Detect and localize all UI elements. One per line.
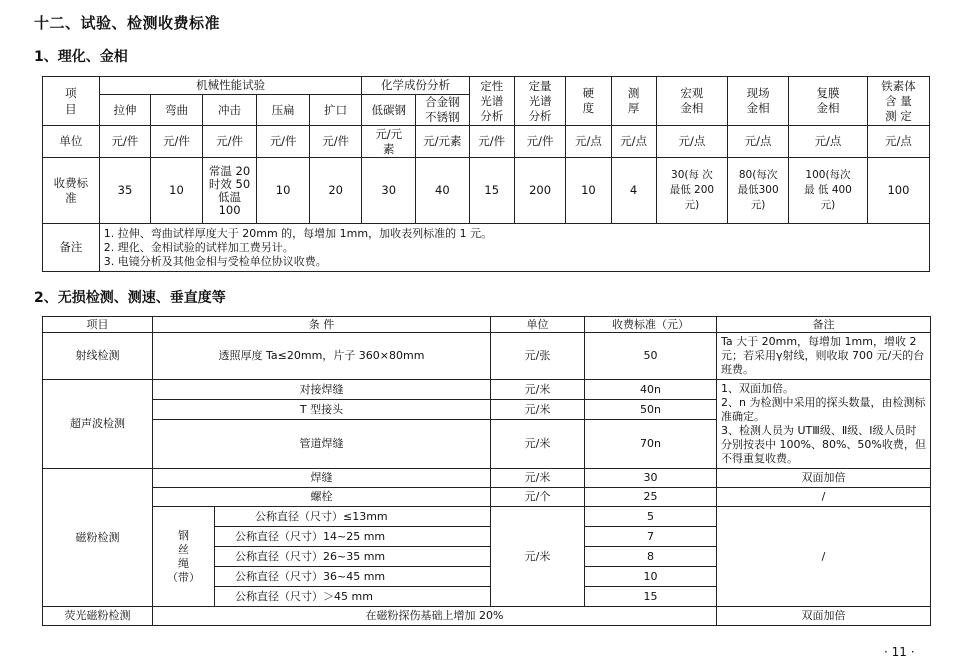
rope-fee: 15 [585, 587, 717, 607]
col-bend: 弯曲 [151, 95, 202, 126]
ultra-condition: 管道焊缝 [153, 420, 491, 469]
ultra-unit: 元/米 [491, 400, 585, 420]
col-impact: 冲击 [202, 95, 257, 126]
fluor-condition: 在磁粉探伤基础上增加 20% [153, 607, 717, 626]
fee-cell: 30 [362, 158, 416, 224]
section2-heading: 2、无损检测、测速、垂直度等 [34, 290, 226, 306]
mag-item: 磁粉检测 [43, 469, 153, 607]
unit-cell: 元/件 [99, 126, 150, 158]
remark-line: 2. 理化、金相试验的试样加工费另计。 [103, 240, 294, 254]
fee-cell: 10 [566, 158, 611, 224]
fee-cell: 40 [416, 158, 470, 224]
ray-remark: Ta 大于 20mm，每增加 1mm，增收 2 元；若采用γ射线，则收取 700 元/天的台班费。 [717, 333, 931, 380]
mag-weld-unit: 元/米 [491, 469, 585, 488]
header-fee: 收费标准（元） [585, 317, 717, 333]
fee-cell: 200 [514, 158, 565, 224]
fee-cell: 10 [257, 158, 310, 224]
mag-bolt-remark: / [717, 488, 931, 507]
section1-heading: 1、理化、金相 [34, 49, 128, 65]
fee-cell: 30(每 次 最低 200 元) [656, 158, 727, 224]
ultra-condition: 对接焊缝 [153, 380, 491, 400]
ultra-fee: 70n [585, 420, 717, 469]
group-chem: 化学成份分析 [362, 77, 469, 95]
page-number: · 11 · [884, 645, 915, 659]
fee-cell: 常温 20 时效 50 低温 100 [202, 158, 257, 224]
remark-label: 备注 [43, 224, 100, 272]
rope-condition: 公称直径（尺寸）36~45 mm [215, 567, 491, 587]
col-hardness: 硬 度 [566, 77, 611, 126]
header-remark: 备注 [717, 317, 931, 333]
ray-unit: 元/张 [491, 333, 585, 380]
col-quant-spec: 定量 光谱 分析 [514, 77, 565, 126]
mag-bolt-fee: 25 [585, 488, 717, 507]
fee-label: 收费标 准 [43, 158, 100, 224]
rope-condition: 公称直径（尺寸）14~25 mm [215, 527, 491, 547]
fee-cell: 10 [151, 158, 202, 224]
unit-cell: 元/点 [656, 126, 727, 158]
ultra-condition: T 型接头 [153, 400, 491, 420]
fee-cell: 35 [99, 158, 150, 224]
ultra-unit: 元/米 [491, 380, 585, 400]
rope-fee: 10 [585, 567, 717, 587]
col-flatten: 压扁 [257, 95, 310, 126]
fee-cell: 15 [469, 158, 514, 224]
rope-condition: 公称直径（尺寸）≤13mm [215, 507, 491, 527]
col-ferrite: 铁素体 含 量 测 定 [867, 77, 929, 126]
unit-cell: 元/点 [789, 126, 868, 158]
remark-line: 3. 电镜分析及其他金相与受检单位协议收费。 [103, 254, 327, 268]
unit-cell: 元/件 [514, 126, 565, 158]
unit-cell: 元/元素 [416, 126, 470, 158]
col-macro: 宏观 金相 [656, 77, 727, 126]
unit-cell: 元/件 [202, 126, 257, 158]
ultra-fee: 40n [585, 380, 717, 400]
ultra-unit: 元/米 [491, 420, 585, 469]
col-flare: 扩口 [309, 95, 362, 126]
page-title: 十二、试验、检测收费标准 [34, 14, 221, 32]
mag-bolt-condition: 螺栓 [153, 488, 491, 507]
fee-cell: 4 [611, 158, 656, 224]
fee-cell: 100 [867, 158, 929, 224]
unit-cell: 元/件 [309, 126, 362, 158]
remark-line: 1. 拉伸、弯曲试样厚度大于 20mm 的，每增加 1mm，加收表列标准的 1 元。 [103, 226, 493, 240]
fluor-remark: 双面加倍 [717, 607, 931, 626]
col-qual-spec: 定性 光谱 分析 [469, 77, 514, 126]
rope-condition: 公称直径（尺寸）26~35 mm [215, 547, 491, 567]
col-tensile: 拉伸 [99, 95, 150, 126]
col-item: 项 目 [43, 77, 100, 126]
rope-condition: 公称直径（尺寸）＞45 mm [215, 587, 491, 607]
mag-weld-remark: 双面加倍 [717, 469, 931, 488]
col-replica: 复膜 金相 [789, 77, 868, 126]
ndt-fee-table [42, 316, 931, 626]
rope-fee: 7 [585, 527, 717, 547]
ultra-fee: 50n [585, 400, 717, 420]
unit-cell: 元/点 [566, 126, 611, 158]
unit-cell: 元/点 [611, 126, 656, 158]
unit-cell: 元/件 [469, 126, 514, 158]
ultra-remark: 1、双面加倍。 2、n 为检测中采用的探头数量，由检测标准确定。 3、检测人员为 UTⅢ级、Ⅱ级、Ⅰ级人员时分别按表中 100%、80%、50%收费，但不得重复收费。 [717, 380, 931, 469]
mag-weld-fee: 30 [585, 469, 717, 488]
ray-fee: 50 [585, 333, 717, 380]
rope-remark: / [717, 507, 931, 607]
col-field: 现场 金相 [728, 77, 789, 126]
unit-cell: 元/件 [151, 126, 202, 158]
physchem-fee-table [42, 76, 930, 272]
remark-cell [99, 224, 929, 272]
unit-cell: 元/点 [867, 126, 929, 158]
rope-fee: 8 [585, 547, 717, 567]
col-low-carbon: 低碳钢 [362, 95, 416, 126]
col-alloy: 合金钢 不锈钢 [416, 95, 470, 126]
group-mech: 机械性能试验 [99, 77, 362, 95]
header-unit: 单位 [491, 317, 585, 333]
header-condition: 条 件 [153, 317, 491, 333]
rope-fee: 5 [585, 507, 717, 527]
ray-condition: 透照厚度 Ta≤20mm，片子 360×80mm [153, 333, 491, 380]
rope-unit: 元/米 [491, 507, 585, 607]
fee-cell: 80(每次 最低300 元) [728, 158, 789, 224]
mag-weld-condition: 焊缝 [153, 469, 491, 488]
header-item: 项目 [43, 317, 153, 333]
unit-cell: 元/件 [257, 126, 310, 158]
mag-bolt-unit: 元/个 [491, 488, 585, 507]
col-thickness: 测 厚 [611, 77, 656, 126]
unit-cell: 元/点 [728, 126, 789, 158]
unit-label: 单位 [43, 126, 100, 158]
ultra-item: 超声波检测 [43, 380, 153, 469]
fee-cell: 100(每次 最 低 400 元) [789, 158, 868, 224]
unit-cell: 元/元 素 [362, 126, 416, 158]
ray-item: 射线检测 [43, 333, 153, 380]
fluor-item: 荧光磁粉检测 [43, 607, 153, 626]
rope-label: 钢 丝 绳 （带） [153, 507, 215, 607]
fee-cell: 20 [309, 158, 362, 224]
